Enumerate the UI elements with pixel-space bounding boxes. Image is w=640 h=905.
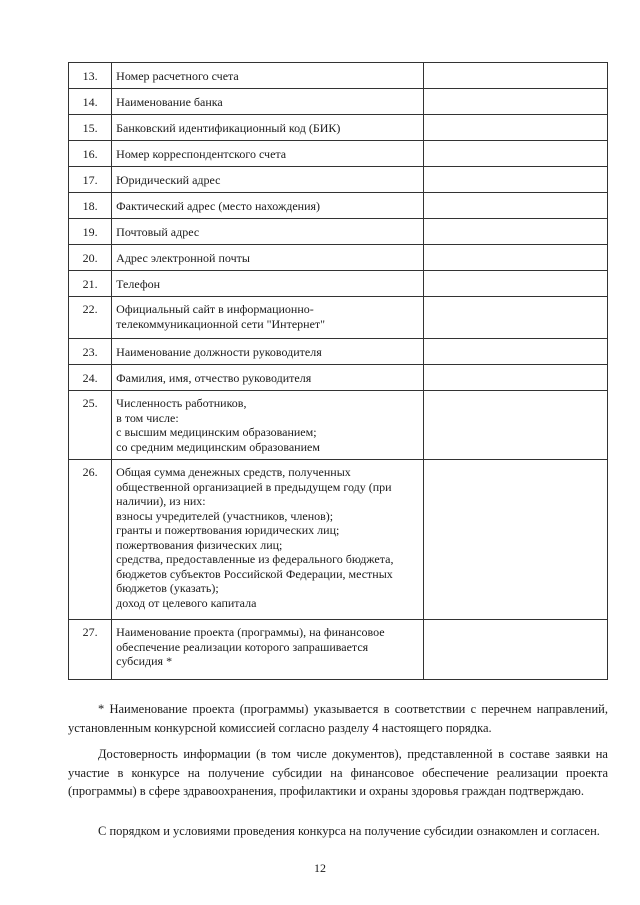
row-value-cell[interactable]	[424, 460, 608, 620]
label-line: с высшим медицинским образованием;	[116, 425, 317, 439]
row-value-cell[interactable]	[424, 193, 608, 219]
label-line: Номер корреспондентского счета	[116, 147, 287, 161]
row-label	[112, 620, 424, 680]
label-line: пожертвования физических лиц;	[116, 537, 283, 552]
table-row	[69, 115, 608, 141]
row-value-cell[interactable]	[424, 339, 608, 365]
label-line: Численность работников,	[116, 396, 247, 410]
row-value-cell[interactable]	[424, 141, 608, 167]
row-value-cell[interactable]	[424, 245, 608, 271]
row-label	[112, 339, 424, 365]
row-label	[112, 63, 424, 89]
confirmation-paragraph: Достоверность информации (в том числе документов), представленной в составе заявки на участие в конкурсе на получение субсидии на финансовое обеспечение реализации проекта (программы) в сфере здравоохранения, профилактики и охраны здоровья граждан подтверждаю.	[68, 747, 608, 798]
row-value-cell[interactable]	[424, 63, 608, 89]
row-label	[112, 460, 424, 620]
table-row	[69, 297, 608, 339]
label-line: средства, предоставленные из федерального бюджета,	[116, 552, 394, 566]
row-value-cell[interactable]	[424, 89, 608, 115]
label-line: наличии), из них:	[116, 494, 206, 508]
label-line: доход от целевого капитала	[116, 595, 257, 610]
label-line: Фамилия, имя, отчество руководителя	[116, 371, 312, 385]
table-row	[69, 391, 608, 460]
row-value-cell[interactable]	[424, 391, 608, 460]
label-line: в том числе:	[116, 410, 179, 425]
row-label	[112, 89, 424, 115]
label-line: телекоммуникационной сети "Интернет"	[116, 316, 326, 331]
row-label	[112, 245, 424, 271]
row-label	[112, 115, 424, 141]
label-line: общественной организацией в предыдущем году (при	[116, 479, 392, 494]
table-row	[69, 89, 608, 115]
table-row	[69, 620, 608, 680]
label-line: Официальный сайт в информационно-	[116, 302, 314, 316]
row-label	[112, 167, 424, 193]
row-label	[112, 141, 424, 167]
row-value-cell[interactable]	[424, 297, 608, 339]
table-row	[69, 245, 608, 271]
page-number: 12	[314, 861, 326, 875]
row-value-cell[interactable]	[424, 271, 608, 297]
label-line: бюджетов субъектов Российской Федерации, местных	[116, 566, 393, 581]
row-value-cell[interactable]	[424, 167, 608, 193]
label-line: взносы учредителей (участников, членов);	[116, 508, 334, 523]
label-line: гранты и пожертвования юридических лиц;	[116, 523, 340, 537]
label-line: Телефон	[116, 277, 161, 291]
label-line: Банковский идентификационный код (БИК)	[116, 121, 341, 135]
row-number: 15.	[69, 115, 112, 141]
label-line: Общая сумма денежных средств, полученных	[116, 465, 351, 479]
row-value-cell[interactable]	[424, 219, 608, 245]
row-number: 17.	[69, 167, 112, 193]
row-number: 26.	[69, 460, 112, 620]
table-row	[69, 460, 608, 620]
row-number: 19.	[69, 219, 112, 245]
row-label	[112, 193, 424, 219]
row-number: 24.	[69, 365, 112, 391]
label-line: Наименование банка	[116, 95, 223, 109]
table-row	[69, 167, 608, 193]
table-row	[69, 141, 608, 167]
form-table-body	[69, 63, 608, 680]
label-line: обеспечение реализации которого запрашивается	[116, 639, 369, 654]
row-number: 13.	[69, 63, 112, 89]
table-row	[69, 193, 608, 219]
label-line: Юридический адрес	[116, 173, 221, 187]
row-label	[112, 297, 424, 339]
table-row	[69, 339, 608, 365]
row-value-cell[interactable]	[424, 365, 608, 391]
row-label	[112, 365, 424, 391]
label-line: бюджетов (указать);	[116, 581, 219, 595]
footnote: * Наименование проекта (программы) указывается в соответствии с перечнем направлений, установленным конкурсной комиссией согласно разделу 4 настоящего порядка.	[68, 702, 608, 735]
table-row	[69, 271, 608, 297]
label-line: Номер расчетного счета	[116, 69, 239, 83]
application-form-table	[68, 62, 608, 680]
label-line: Наименование проекта (программы), на финансовое	[116, 625, 385, 639]
row-label	[112, 271, 424, 297]
row-number: 16.	[69, 141, 112, 167]
row-number: 14.	[69, 89, 112, 115]
table-row	[69, 63, 608, 89]
label-line: Почтовый адрес	[116, 225, 200, 239]
acknowledgement-paragraph: С порядком и условиями проведения конкурса на получение субсидии ознакомлен и согласен.	[98, 824, 600, 838]
row-label	[112, 219, 424, 245]
row-number: 21.	[69, 271, 112, 297]
label-line: Наименование должности руководителя	[116, 345, 322, 359]
label-line: со средним медицинским образованием	[116, 439, 320, 454]
table-row	[69, 219, 608, 245]
label-line: Адрес электронной почты	[116, 251, 250, 265]
row-label	[112, 391, 424, 460]
row-value-cell[interactable]	[424, 115, 608, 141]
row-number: 18.	[69, 193, 112, 219]
row-number: 25.	[69, 391, 112, 460]
table-row	[69, 365, 608, 391]
label-line: субсидия *	[116, 654, 173, 668]
row-number: 23.	[69, 339, 112, 365]
row-number: 27.	[69, 620, 112, 680]
label-line: Фактический адрес (место нахождения)	[116, 199, 321, 213]
row-value-cell[interactable]	[424, 620, 608, 680]
row-number: 20.	[69, 245, 112, 271]
row-number: 22.	[69, 297, 112, 339]
